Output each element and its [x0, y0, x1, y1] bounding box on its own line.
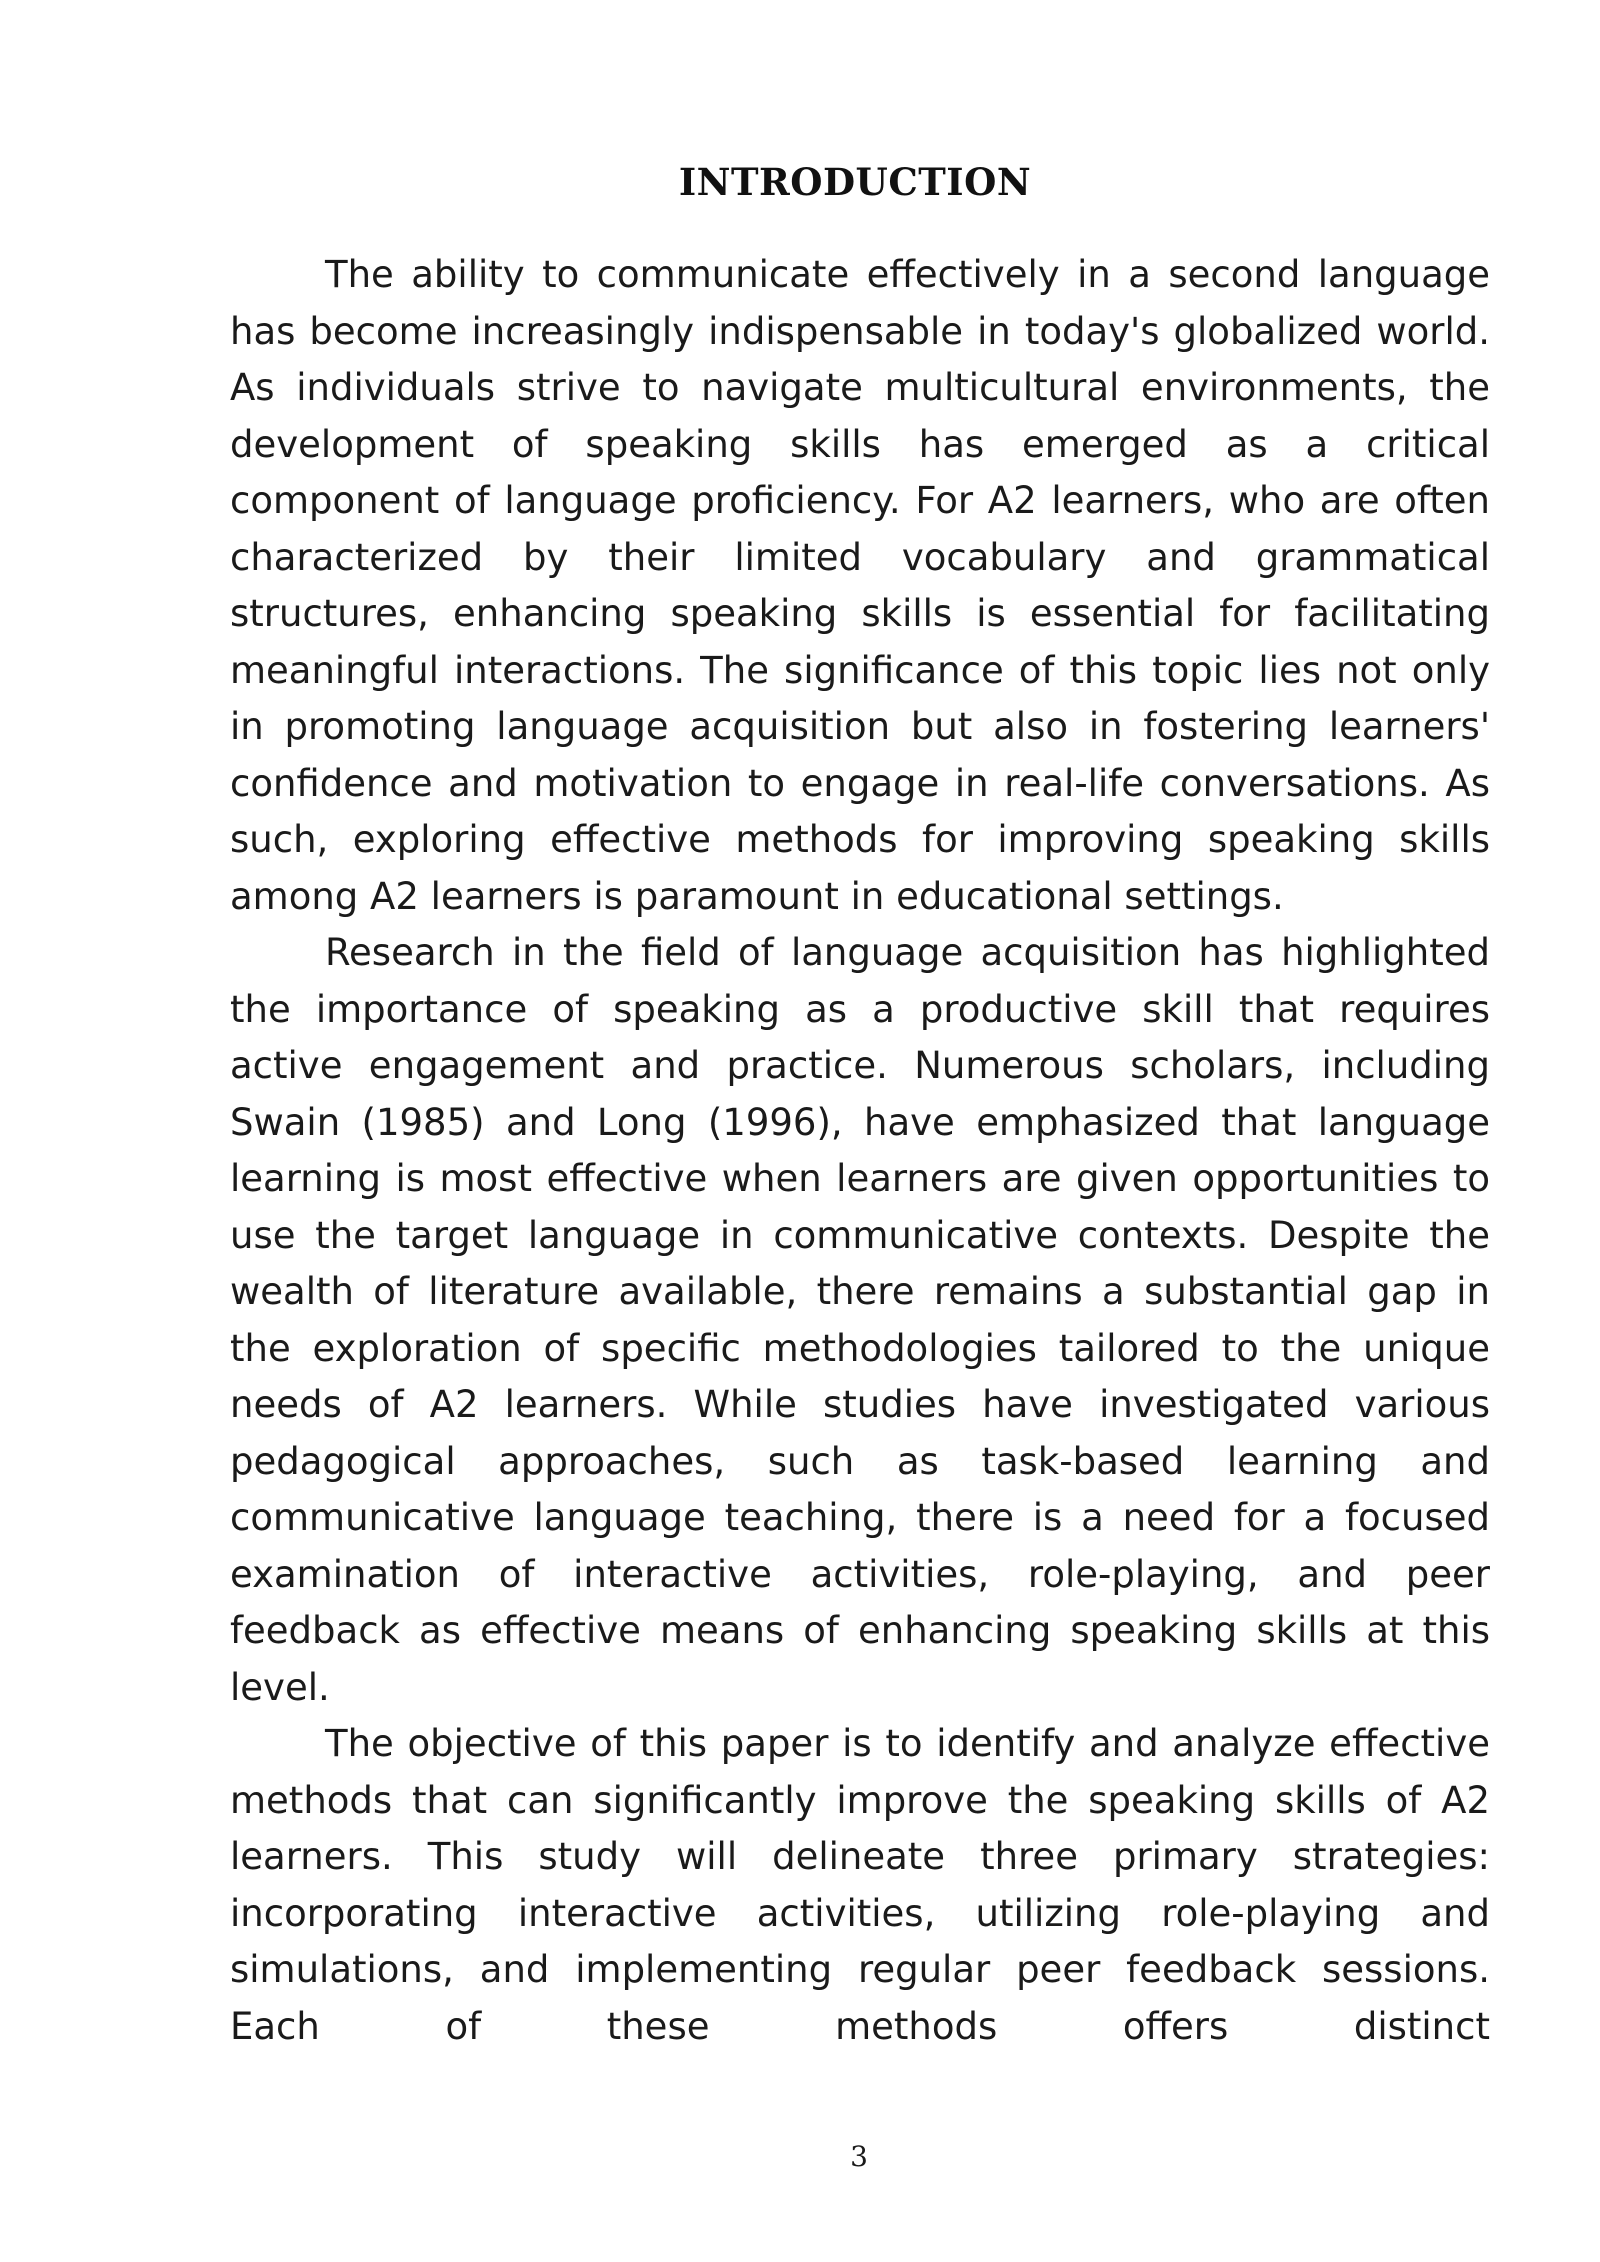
section-heading: INTRODUCTION [678, 160, 1032, 204]
page-number: 3 [850, 2140, 868, 2173]
paragraph-1: The ability to communicate effectively in a second language has become increasingly indispensable in today's globalized world. As individuals strive to navigate multicultural environments, the development of speaking skills has emerged as a critical component of language proficiency. For A2 learners, who are often characterized by their limited vocabulary and grammatical structures, enhancing speaking skills is essential for facilitating meaningful interactions. The significance of this topic lies not only in promoting language acquisition but also in fostering learners' confidence and motivation to engage in real-life conversations. As such, exploring effective methods for improving speaking skills among A2 learners is paramount in educational settings. [230, 253, 1490, 918]
paragraph-3: The objective of this paper is to identify and analyze effective methods that can significantly improve the speaking skills of A2 learners. This study will delineate three primary strategies: incorporating interactive activities, utilizing role-playing and simulations, and implementing regular peer feedback sessions. Each of these methods offers distinct [230, 1722, 1490, 2048]
body-text [230, 247, 1490, 2055]
paragraph-2: Research in the field of language acquisition has highlighted the importance of speaking as a productive skill that requires active engagement and practice. Numerous scholars, including Swain (1985) and Long (1996), have emphasized that language learning is most effective when learners are given opportunities to use the target language in communicative contexts. Despite the wealth of literature available, there remains a substantial gap in the exploration of specific methodologies tailored to the unique needs of A2 learners. While studies have investigated various pedagogical approaches, such as task-based learning and communicative language teaching, there is a need for a focused examination of interactive activities, role-playing, and peer feedback as effective means of enhancing speaking skills at this level. [230, 931, 1490, 1709]
